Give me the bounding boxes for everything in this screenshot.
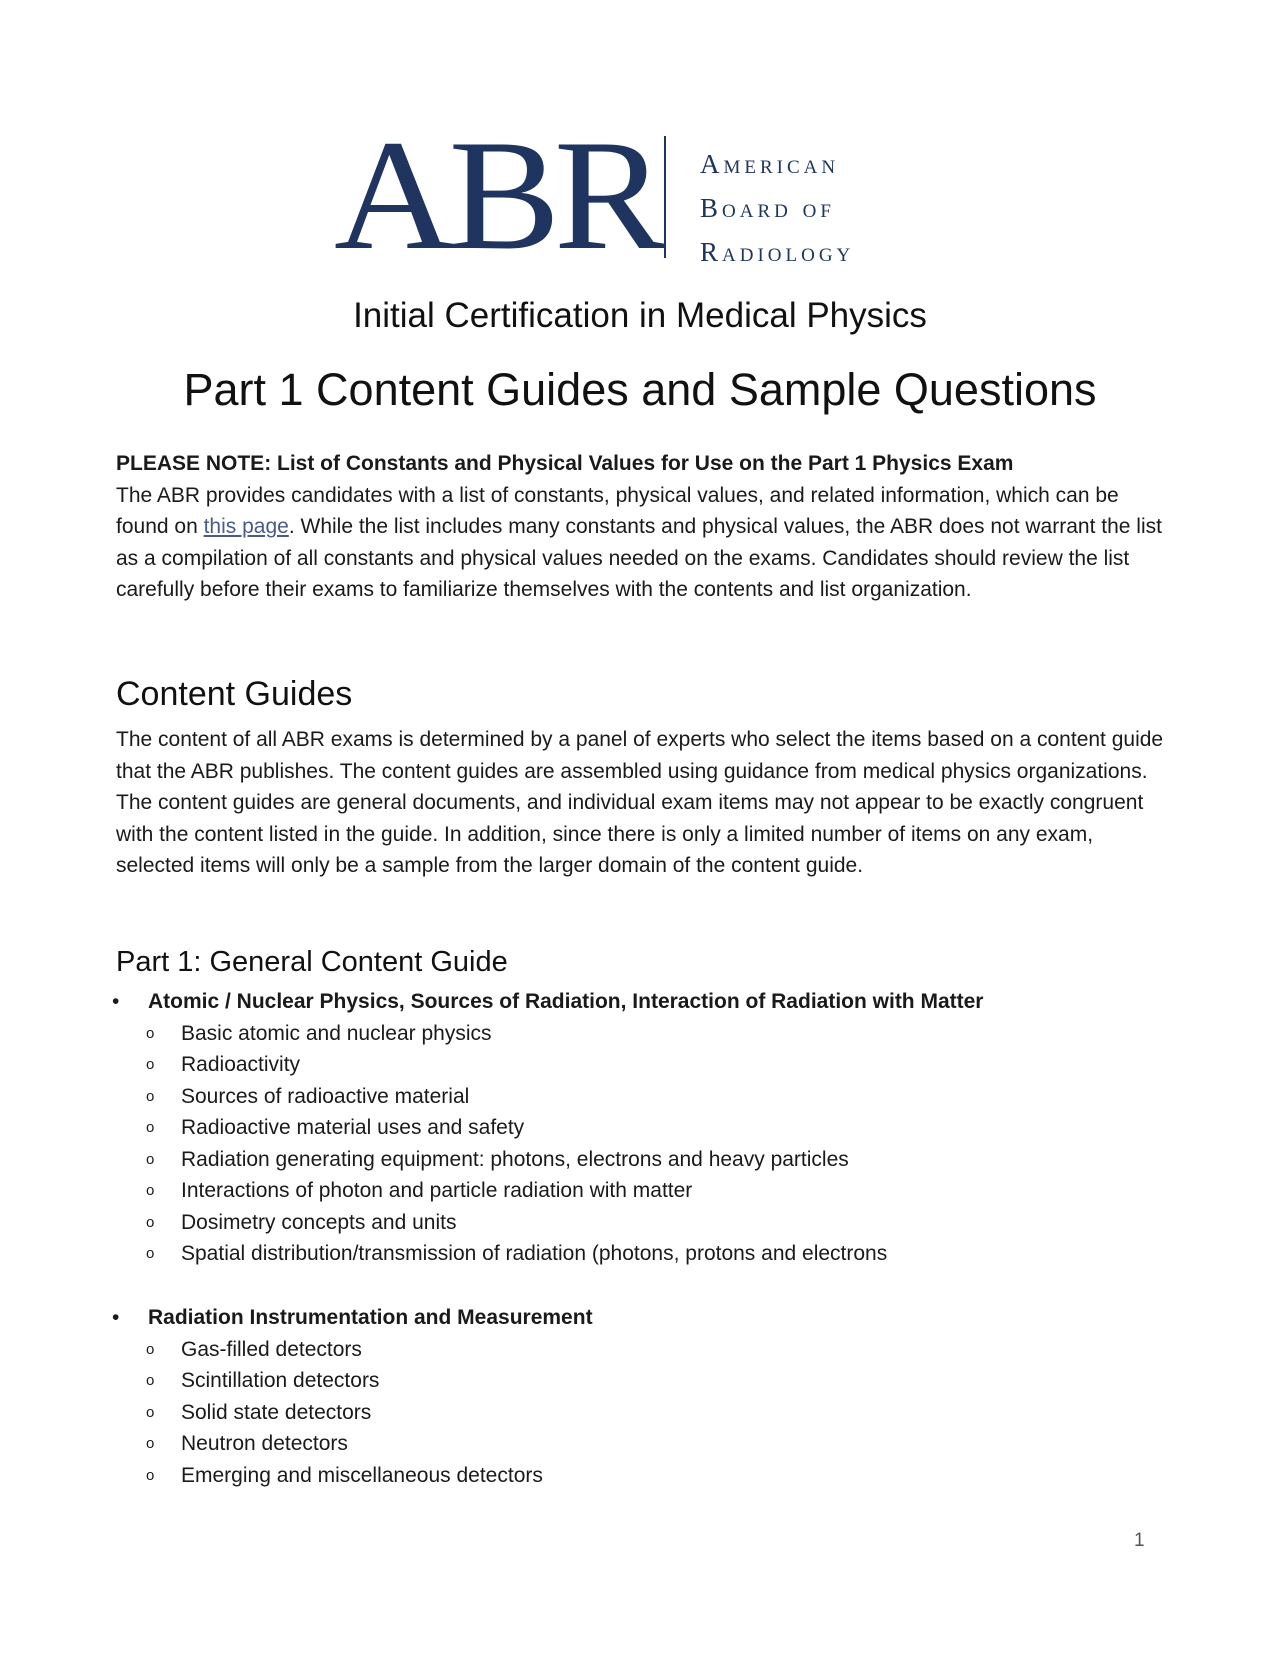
list-item (108, 1049, 1208, 1081)
circle-bullet-icon: o (146, 1182, 155, 1199)
list-item-text: Radiation generating equipment: photons, electrons and heavy particles (181, 1147, 849, 1171)
bullet-icon: • (112, 1306, 120, 1329)
list-item-text: Radioactive material uses and safety (181, 1116, 525, 1139)
list-item (108, 1018, 1208, 1050)
circle-bullet-icon: o (146, 1024, 155, 1042)
list-item-text: Spatial distribution/transmission of radiation (photons, protons and electrons (181, 1242, 888, 1265)
content-guides-heading: Content Guides (116, 675, 353, 713)
topic-title: Radiation Instrumentation and Measurement (148, 1306, 593, 1329)
note-text-before-link: The ABR provides candidates with a list of constants, physical values, and related information, which can be found on (116, 483, 1119, 538)
topic-item-list (108, 1334, 1208, 1492)
list-item-text: Scintillation detectors (181, 1369, 380, 1392)
circle-bullet-icon: o (146, 1119, 155, 1136)
circle-bullet-icon: o (146, 1087, 155, 1105)
list-item (108, 1144, 1208, 1176)
logo-mark: ABR (334, 108, 660, 283)
topic-section (108, 1302, 1208, 1491)
circle-bullet-icon: o (146, 1150, 155, 1168)
page-number: 1 (1134, 1530, 1145, 1551)
list-item (108, 1334, 1208, 1366)
circle-bullet-icon: o (146, 1435, 155, 1452)
list-item-text: Sources of radioactive material (181, 1084, 470, 1108)
list-item (108, 1175, 1208, 1207)
logo-divider (664, 136, 666, 258)
document-title: Part 1 Content Guides and Sample Questions (183, 364, 1097, 415)
list-item-text: Radioactivity (181, 1053, 301, 1076)
topic-heading (108, 1302, 1208, 1334)
list-item-text: Gas-filled detectors (181, 1337, 362, 1361)
list-item (108, 1365, 1208, 1397)
list-item (108, 1460, 1208, 1492)
list-item (108, 1428, 1208, 1460)
list-item-text: Basic atomic and nuclear physics (181, 1021, 492, 1045)
list-item-text: Dosimetry concepts and units (181, 1210, 457, 1234)
logo-line-2: Board of (700, 193, 835, 223)
topic-item-list (108, 1018, 1208, 1270)
general-guide-heading: Part 1: General Content Guide (116, 946, 508, 978)
topic-title: Atomic / Nuclear Physics, Sources of Radiation, Interaction of Radiation with Matter (148, 990, 984, 1013)
list-item (108, 1207, 1208, 1239)
logo-line-3: Radiology (700, 237, 855, 267)
topic-heading (108, 986, 1208, 1018)
circle-bullet-icon: o (146, 1213, 155, 1231)
list-item (108, 1397, 1208, 1429)
document-subtitle: Initial Certification in Medical Physics (353, 296, 927, 335)
circle-bullet-icon: o (146, 1245, 155, 1262)
this-page-link[interactable]: this page (203, 515, 289, 538)
logo-line-1: American (700, 149, 840, 179)
list-item-text: Neutron detectors (181, 1432, 348, 1455)
list-item-text: Emerging and miscellaneous detectors (181, 1463, 543, 1487)
list-item (108, 1081, 1208, 1113)
constants-note (116, 448, 1176, 606)
circle-bullet-icon: o (146, 1466, 155, 1484)
logo-wordmark (700, 142, 854, 274)
note-heading: PLEASE NOTE: List of Constants and Physical Values for Use on the Part 1 Physics Exam (116, 452, 1014, 475)
circle-bullet-icon: o (146, 1403, 155, 1421)
circle-bullet-icon: o (146, 1056, 155, 1073)
circle-bullet-icon: o (146, 1340, 155, 1358)
bullet-icon: • (112, 990, 120, 1013)
topic-section (108, 986, 1208, 1270)
list-item-text: Interactions of photon and particle radiation with matter (181, 1179, 693, 1202)
content-guides-intro: The content of all ABR exams is determined by a panel of experts who select the items based on a content guide that the ABR publishes. The content guides are assembled using guidance from medical physics organizations. The content guides are general documents, and individual exam items may not appear to be exactly congruent with the content listed in the guide. In addition, since there is only a limited number of items on any exam, selected items will only be a sample from the larger domain of the content guide. (116, 728, 1164, 877)
list-item-text: Solid state detectors (181, 1400, 372, 1424)
abr-logo (334, 108, 934, 283)
note-text-after-link: . While the list includes many constants and physical values, the ABR does not warrant the list as a compilation of all constants and physical values needed on the exams. Candidates should review the list carefully before their exams to familiarize themselves with the contents and list organization. (116, 515, 1162, 601)
list-item (108, 1238, 1208, 1270)
list-item (108, 1112, 1208, 1144)
circle-bullet-icon: o (146, 1372, 155, 1389)
